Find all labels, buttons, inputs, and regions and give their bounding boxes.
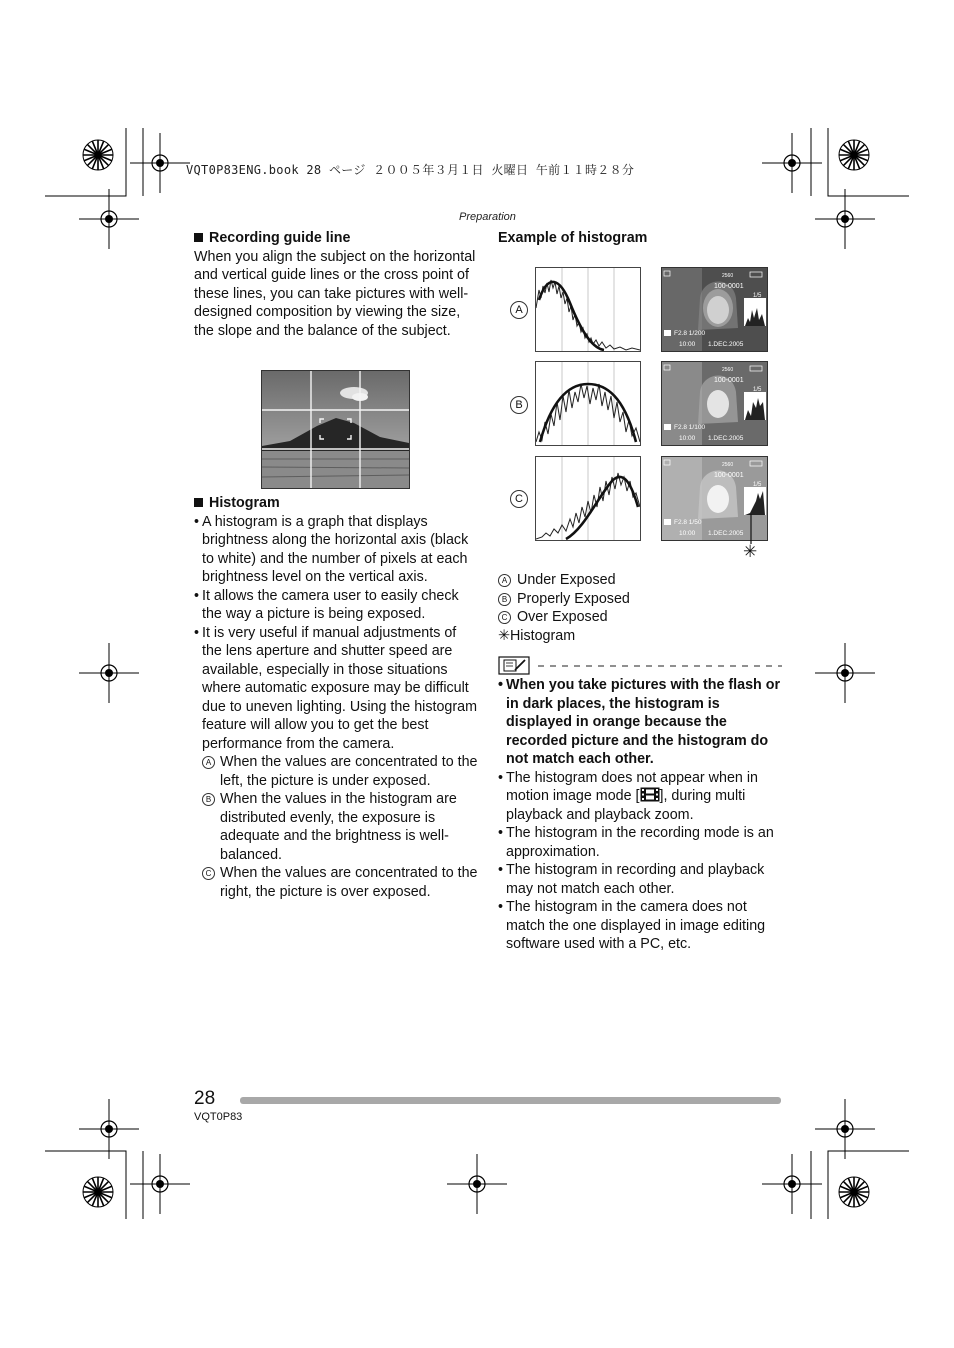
legend-item: C Over Exposed	[498, 608, 630, 627]
subitem-c: C When the values are concentrated to the right, the picture is over exposed.	[202, 864, 480, 901]
list-item: • It allows the camera user to easily check the way a picture is being exposed.	[194, 587, 480, 624]
cam-count: 1/5	[753, 293, 762, 299]
list-item: • A histogram is a graph that displays brightness along the horizontal axis (black to white) and the number of pixels at each brightness level on the vertical axis.	[194, 513, 480, 587]
right-column	[498, 229, 788, 248]
camera-screen-proper	[661, 361, 768, 446]
book-info-header: VQT0P83ENG.book 28 ページ ２００５年３月１日 火曜日 午前１１時２８分	[186, 163, 635, 177]
subitem-a: A When the values are concentrated to the left, the picture is under exposed.	[202, 753, 480, 790]
cam-exposure: F2.8 1/100	[674, 424, 706, 431]
cam-date: 1.DEC.2005	[708, 341, 744, 348]
list-item: • The histogram in recording and playback may not match each other.	[498, 861, 788, 898]
cam-date: 1.DEC.2005	[708, 435, 744, 442]
histogram-graph-under	[535, 267, 641, 352]
circle-c-icon: C	[498, 611, 511, 624]
histogram-heading: Histogram	[194, 494, 480, 513]
circle-a-icon: A	[498, 574, 511, 587]
cam-count: 1/5	[753, 387, 762, 393]
model-code: VQT0P83	[194, 1111, 243, 1123]
cam-res: 2560	[722, 462, 734, 468]
list-item: • It is very useful if manual adjustments of the lens aperture and shutter speed are available, especially in those situations where automatic exposure may be difficult due to uneven lighting. Using the histogram feature will allow you to get the best performance from the camera.	[194, 624, 480, 754]
row-marker-c: C	[510, 490, 528, 508]
example-heading: Example of histogram	[498, 230, 648, 246]
row-marker-a: A	[510, 301, 528, 319]
camera-screen-under	[661, 267, 768, 352]
legend-item: ✳Histogram	[498, 627, 576, 644]
cam-exposure: F2.8 1/50	[674, 519, 702, 526]
histogram-bullet-list	[194, 513, 480, 754]
square-bullet-icon	[194, 498, 203, 507]
cam-time: 10:00	[679, 435, 696, 442]
square-bullet-icon	[194, 233, 203, 242]
cam-res: 2560	[722, 367, 734, 373]
circle-a-icon: A	[202, 756, 215, 769]
left-column	[194, 229, 480, 340]
asterisk-icon: ✳	[743, 542, 758, 561]
cam-date: 1.DEC.2005	[708, 530, 744, 537]
legend-item: A Under Exposed	[498, 571, 630, 590]
guide-heading: Recording guide line	[194, 229, 480, 248]
cam-file: 100-0001	[714, 377, 744, 384]
cam-file: 100-0001	[714, 283, 744, 290]
motion-image-icon	[640, 787, 660, 802]
footer-bar	[240, 1097, 781, 1104]
circle-c-icon: C	[202, 867, 215, 880]
page-number: 28	[194, 1088, 216, 1109]
legend-item: B Properly Exposed	[498, 590, 630, 609]
histogram-section	[194, 494, 480, 901]
list-item: • When you take pictures with the flash or in dark places, the histogram is displayed in orange because the recorded picture and the histogram do not match each other.	[498, 676, 788, 769]
subitem-b: B When the values in the histogram are distributed evenly, the exposure is adequate and the brightness is well-balanced.	[202, 790, 480, 864]
row-marker-b: B	[510, 396, 528, 414]
circle-b-icon: B	[498, 593, 511, 606]
guide-line-photo	[261, 370, 410, 489]
circle-b-icon: B	[202, 793, 215, 806]
section-label: Preparation	[459, 211, 516, 223]
list-item: • The histogram in the camera does not match the one displayed in image editing software used with a PC, etc.	[498, 898, 788, 954]
cam-exposure: F2.8 1/200	[674, 330, 706, 337]
asterisk-icon: ✳	[498, 627, 510, 644]
cam-time: 10:00	[679, 530, 696, 537]
legend	[498, 571, 630, 645]
guide-paragraph: When you align the subject on the horizontal and vertical guide lines or the cross point of these lines, you can take pictures with well-designed composition by viewing the size, the slope and the balance of the subject.	[194, 248, 476, 339]
cam-time: 10:00	[679, 341, 696, 348]
list-item: • The histogram does not appear when in motion image mode [ ], during multi playback and playback zoom.	[498, 769, 788, 825]
note-header	[498, 656, 788, 676]
cam-count: 1/5	[753, 482, 762, 488]
histogram-graph-over	[535, 456, 641, 541]
cam-res: 2560	[722, 273, 734, 279]
histogram-graph-proper	[535, 361, 641, 446]
list-item: • The histogram in the recording mode is an approximation.	[498, 824, 788, 861]
cam-file: 100-0001	[714, 472, 744, 479]
notes-section	[498, 676, 788, 954]
